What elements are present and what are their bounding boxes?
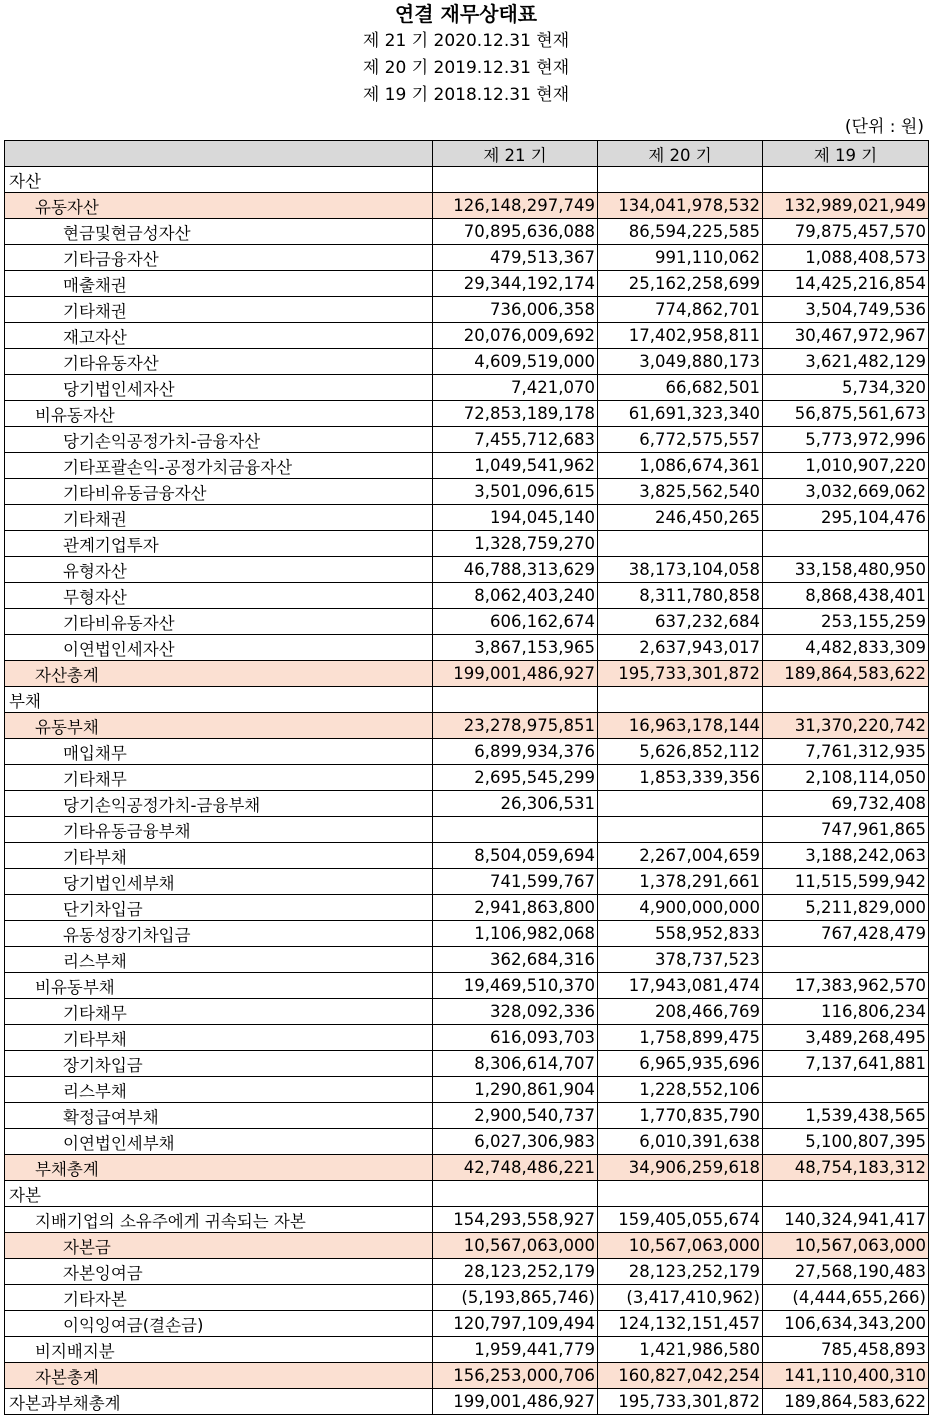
amount-cell: 199,001,486,927 bbox=[433, 661, 598, 687]
amount-cell: 17,943,081,474 bbox=[598, 973, 763, 999]
amount-cell: 736,006,358 bbox=[433, 297, 598, 323]
amount-cell: 3,867,153,965 bbox=[433, 635, 598, 661]
table-row bbox=[5, 921, 929, 947]
account-name: 이연법인세자산 bbox=[5, 635, 433, 661]
table-row bbox=[5, 661, 929, 687]
table-row bbox=[5, 713, 929, 739]
amount-cell: 17,383,962,570 bbox=[763, 973, 929, 999]
account-name: 기타유동금융부채 bbox=[5, 817, 433, 843]
account-name: 자본 bbox=[5, 1181, 433, 1207]
amount-cell: 2,108,114,050 bbox=[763, 765, 929, 791]
amount-cell: 10,567,063,000 bbox=[763, 1233, 929, 1259]
table-row bbox=[5, 947, 929, 973]
amount-cell: 479,513,367 bbox=[433, 245, 598, 271]
table-row bbox=[5, 297, 929, 323]
account-name: 기타부채 bbox=[5, 843, 433, 869]
amount-cell: 3,825,562,540 bbox=[598, 479, 763, 505]
amount-cell: 1,378,291,661 bbox=[598, 869, 763, 895]
amount-cell: 70,895,636,088 bbox=[433, 219, 598, 245]
account-name: 기타채권 bbox=[5, 505, 433, 531]
amount-cell: 3,501,096,615 bbox=[433, 479, 598, 505]
account-name: 당기손익공정가치-금융자산 bbox=[5, 427, 433, 453]
amount-cell: 741,599,767 bbox=[433, 869, 598, 895]
account-name: 자산총계 bbox=[5, 661, 433, 687]
amount-cell: 1,770,835,790 bbox=[598, 1103, 763, 1129]
table-row bbox=[5, 1181, 929, 1207]
amount-cell: 5,211,829,000 bbox=[763, 895, 929, 921]
amount-cell: 38,173,104,058 bbox=[598, 557, 763, 583]
amount-cell: 3,188,242,063 bbox=[763, 843, 929, 869]
table-row bbox=[5, 1363, 929, 1389]
amount-cell bbox=[763, 687, 929, 713]
amount-cell: 6,899,934,376 bbox=[433, 739, 598, 765]
table-row bbox=[5, 583, 929, 609]
table-row bbox=[5, 1337, 929, 1363]
table-row bbox=[5, 193, 929, 219]
amount-cell: 1,049,541,962 bbox=[433, 453, 598, 479]
amount-cell: 7,455,712,683 bbox=[433, 427, 598, 453]
table-row bbox=[5, 1025, 929, 1051]
table-row bbox=[5, 1051, 929, 1077]
column-header-period-21: 제 21 기 bbox=[433, 141, 598, 167]
amount-cell bbox=[598, 531, 763, 557]
amount-cell bbox=[598, 791, 763, 817]
amount-cell: 2,941,863,800 bbox=[433, 895, 598, 921]
table-row bbox=[5, 739, 929, 765]
amount-cell: 140,324,941,417 bbox=[763, 1207, 929, 1233]
amount-cell: 30,467,972,967 bbox=[763, 323, 929, 349]
table-row bbox=[5, 609, 929, 635]
table-row bbox=[5, 245, 929, 271]
amount-cell bbox=[433, 167, 598, 193]
amount-cell: 328,092,336 bbox=[433, 999, 598, 1025]
amount-cell: 86,594,225,585 bbox=[598, 219, 763, 245]
amount-cell: 116,806,234 bbox=[763, 999, 929, 1025]
account-name: 리스부채 bbox=[5, 947, 433, 973]
amount-cell: (3,417,410,962) bbox=[598, 1285, 763, 1311]
account-name: 비유동자산 bbox=[5, 401, 433, 427]
amount-cell: 1,328,759,270 bbox=[433, 531, 598, 557]
amount-cell bbox=[433, 817, 598, 843]
amount-cell: 6,965,935,696 bbox=[598, 1051, 763, 1077]
amount-cell: 1,088,408,573 bbox=[763, 245, 929, 271]
unit-label: (단위 : 원) bbox=[844, 117, 924, 137]
amount-cell: 34,906,259,618 bbox=[598, 1155, 763, 1181]
balance-sheet-table bbox=[4, 140, 929, 1415]
table-row bbox=[5, 453, 929, 479]
table-row bbox=[5, 1311, 929, 1337]
account-name: 자본과부채총계 bbox=[5, 1389, 433, 1415]
table-row bbox=[5, 323, 929, 349]
account-name: 기타비유동자산 bbox=[5, 609, 433, 635]
amount-cell: 28,123,252,179 bbox=[433, 1259, 598, 1285]
amount-cell: 8,504,059,694 bbox=[433, 843, 598, 869]
table-row bbox=[5, 427, 929, 453]
table-row bbox=[5, 1285, 929, 1311]
account-name: 이익잉여금(결손금) bbox=[5, 1311, 433, 1337]
account-name: 부채총계 bbox=[5, 1155, 433, 1181]
table-row bbox=[5, 1077, 929, 1103]
amount-cell: 4,482,833,309 bbox=[763, 635, 929, 661]
amount-cell: 156,253,000,706 bbox=[433, 1363, 598, 1389]
amount-cell bbox=[598, 817, 763, 843]
amount-cell: 3,489,268,495 bbox=[763, 1025, 929, 1051]
account-name: 유동성장기차입금 bbox=[5, 921, 433, 947]
account-name: 관계기업투자 bbox=[5, 531, 433, 557]
account-name: 비지배지분 bbox=[5, 1337, 433, 1363]
amount-cell: 8,868,438,401 bbox=[763, 583, 929, 609]
amount-cell: 295,104,476 bbox=[763, 505, 929, 531]
amount-cell: 774,862,701 bbox=[598, 297, 763, 323]
amount-cell: 31,370,220,742 bbox=[763, 713, 929, 739]
amount-cell: 72,853,189,178 bbox=[433, 401, 598, 427]
amount-cell: 747,961,865 bbox=[763, 817, 929, 843]
account-name: 무형자산 bbox=[5, 583, 433, 609]
amount-cell bbox=[763, 531, 929, 557]
table-row bbox=[5, 869, 929, 895]
amount-cell: 767,428,479 bbox=[763, 921, 929, 947]
amount-cell bbox=[433, 1181, 598, 1207]
table-row bbox=[5, 765, 929, 791]
amount-cell: 33,158,480,950 bbox=[763, 557, 929, 583]
table-row bbox=[5, 1103, 929, 1129]
amount-cell: 208,466,769 bbox=[598, 999, 763, 1025]
amount-cell: 134,041,978,532 bbox=[598, 193, 763, 219]
table-row bbox=[5, 505, 929, 531]
account-name: 기타채무 bbox=[5, 999, 433, 1025]
amount-cell: (4,444,655,266) bbox=[763, 1285, 929, 1311]
account-name: 부채 bbox=[5, 687, 433, 713]
amount-cell bbox=[763, 167, 929, 193]
account-name: 자본잉여금 bbox=[5, 1259, 433, 1285]
amount-cell: 3,049,880,173 bbox=[598, 349, 763, 375]
account-name: 자본총계 bbox=[5, 1363, 433, 1389]
amount-cell: 606,162,674 bbox=[433, 609, 598, 635]
account-name: 자본금 bbox=[5, 1233, 433, 1259]
amount-cell bbox=[763, 947, 929, 973]
amount-cell bbox=[763, 1077, 929, 1103]
column-header-period-20: 제 20 기 bbox=[598, 141, 763, 167]
amount-cell: 66,682,501 bbox=[598, 375, 763, 401]
amount-cell: 124,132,151,457 bbox=[598, 1311, 763, 1337]
account-name: 이연법인세부채 bbox=[5, 1129, 433, 1155]
account-name: 당기손익공정가치-금융부채 bbox=[5, 791, 433, 817]
amount-cell bbox=[763, 1181, 929, 1207]
amount-cell: 2,637,943,017 bbox=[598, 635, 763, 661]
table-row bbox=[5, 1259, 929, 1285]
amount-cell: 991,110,062 bbox=[598, 245, 763, 271]
account-name: 기타부채 bbox=[5, 1025, 433, 1051]
amount-cell: 69,732,408 bbox=[763, 791, 929, 817]
table-row bbox=[5, 999, 929, 1025]
amount-cell: 785,458,893 bbox=[763, 1337, 929, 1363]
account-name: 기타비유동금융자산 bbox=[5, 479, 433, 505]
amount-cell: 10,567,063,000 bbox=[598, 1233, 763, 1259]
amount-cell: 23,278,975,851 bbox=[433, 713, 598, 739]
amount-cell: 106,634,343,200 bbox=[763, 1311, 929, 1337]
table-row bbox=[5, 271, 929, 297]
amount-cell: 5,773,972,996 bbox=[763, 427, 929, 453]
report-title: 연결 재무상태표 bbox=[394, 2, 538, 26]
table-row bbox=[5, 687, 929, 713]
account-name: 당기법인세자산 bbox=[5, 375, 433, 401]
account-name: 기타자본 bbox=[5, 1285, 433, 1311]
amount-cell: 4,609,519,000 bbox=[433, 349, 598, 375]
account-name: 당기법인세부채 bbox=[5, 869, 433, 895]
amount-cell: 10,567,063,000 bbox=[433, 1233, 598, 1259]
amount-cell: 19,469,510,370 bbox=[433, 973, 598, 999]
amount-cell: 6,772,575,557 bbox=[598, 427, 763, 453]
amount-cell: 189,864,583,622 bbox=[763, 1389, 929, 1415]
table-row bbox=[5, 817, 929, 843]
account-name: 재고자산 bbox=[5, 323, 433, 349]
amount-cell: 2,900,540,737 bbox=[433, 1103, 598, 1129]
amount-cell: 1,010,907,220 bbox=[763, 453, 929, 479]
amount-cell: 17,402,958,811 bbox=[598, 323, 763, 349]
amount-cell: 16,963,178,144 bbox=[598, 713, 763, 739]
amount-cell: 1,086,674,361 bbox=[598, 453, 763, 479]
account-name: 단기차입금 bbox=[5, 895, 433, 921]
amount-cell: 195,733,301,872 bbox=[598, 661, 763, 687]
amount-cell: 132,989,021,949 bbox=[763, 193, 929, 219]
account-name: 지배기업의 소유주에게 귀속되는 자본 bbox=[5, 1207, 433, 1233]
amount-cell: 5,100,807,395 bbox=[763, 1129, 929, 1155]
account-name: 비유동부채 bbox=[5, 973, 433, 999]
amount-cell: 8,306,614,707 bbox=[433, 1051, 598, 1077]
amount-cell: 7,761,312,935 bbox=[763, 739, 929, 765]
table-row bbox=[5, 1233, 929, 1259]
table-row bbox=[5, 973, 929, 999]
amount-cell: 6,027,306,983 bbox=[433, 1129, 598, 1155]
amount-cell: 28,123,252,179 bbox=[598, 1259, 763, 1285]
amount-cell: 1,758,899,475 bbox=[598, 1025, 763, 1051]
amount-cell: 362,684,316 bbox=[433, 947, 598, 973]
amount-cell: 27,568,190,483 bbox=[763, 1259, 929, 1285]
amount-cell: 20,076,009,692 bbox=[433, 323, 598, 349]
account-name: 리스부채 bbox=[5, 1077, 433, 1103]
amount-cell bbox=[433, 687, 598, 713]
account-name: 매출채권 bbox=[5, 271, 433, 297]
amount-cell: 11,515,599,942 bbox=[763, 869, 929, 895]
table-row bbox=[5, 1129, 929, 1155]
amount-cell: 2,267,004,659 bbox=[598, 843, 763, 869]
account-name: 유동자산 bbox=[5, 193, 433, 219]
amount-cell: 79,875,457,570 bbox=[763, 219, 929, 245]
table-row bbox=[5, 401, 929, 427]
amount-cell: 616,093,703 bbox=[433, 1025, 598, 1051]
table-row bbox=[5, 557, 929, 583]
amount-cell: 56,875,561,673 bbox=[763, 401, 929, 427]
amount-cell: 189,864,583,622 bbox=[763, 661, 929, 687]
amount-cell: 637,232,684 bbox=[598, 609, 763, 635]
table-row bbox=[5, 1389, 929, 1415]
table-row bbox=[5, 1207, 929, 1233]
table-row bbox=[5, 349, 929, 375]
account-name: 자산 bbox=[5, 167, 433, 193]
table-row bbox=[5, 531, 929, 557]
account-name: 유형자산 bbox=[5, 557, 433, 583]
amount-cell: 1,228,552,106 bbox=[598, 1077, 763, 1103]
table-row bbox=[5, 791, 929, 817]
table-row bbox=[5, 1155, 929, 1181]
column-header-period-19: 제 19 기 bbox=[763, 141, 929, 167]
amount-cell: 195,733,301,872 bbox=[598, 1389, 763, 1415]
amount-cell: 246,450,265 bbox=[598, 505, 763, 531]
table-row bbox=[5, 167, 929, 193]
amount-cell: 120,797,109,494 bbox=[433, 1311, 598, 1337]
amount-cell: 2,695,545,299 bbox=[433, 765, 598, 791]
amount-cell: 46,788,313,629 bbox=[433, 557, 598, 583]
amount-cell: 4,900,000,000 bbox=[598, 895, 763, 921]
amount-cell: 5,734,320 bbox=[763, 375, 929, 401]
amount-cell: 558,952,833 bbox=[598, 921, 763, 947]
amount-cell: 25,162,258,699 bbox=[598, 271, 763, 297]
amount-cell: 1,421,986,580 bbox=[598, 1337, 763, 1363]
amount-cell: 141,110,400,310 bbox=[763, 1363, 929, 1389]
amount-cell: 154,293,558,927 bbox=[433, 1207, 598, 1233]
amount-cell: 159,405,055,674 bbox=[598, 1207, 763, 1233]
amount-cell: 1,290,861,904 bbox=[433, 1077, 598, 1103]
amount-cell: 5,626,852,112 bbox=[598, 739, 763, 765]
period-line: 제 21 기 2020.12.31 현재 bbox=[362, 31, 570, 51]
account-name: 장기차입금 bbox=[5, 1051, 433, 1077]
amount-cell bbox=[598, 687, 763, 713]
column-header-account bbox=[5, 141, 433, 167]
amount-cell bbox=[598, 1181, 763, 1207]
amount-cell bbox=[598, 167, 763, 193]
amount-cell: 42,748,486,221 bbox=[433, 1155, 598, 1181]
amount-cell: 3,504,749,536 bbox=[763, 297, 929, 323]
amount-cell: 1,539,438,565 bbox=[763, 1103, 929, 1129]
amount-cell: 7,137,641,881 bbox=[763, 1051, 929, 1077]
report-header bbox=[0, 0, 932, 109]
amount-cell: 194,045,140 bbox=[433, 505, 598, 531]
account-name: 유동부채 bbox=[5, 713, 433, 739]
account-name: 확정급여부채 bbox=[5, 1103, 433, 1129]
period-line: 제 19 기 2018.12.31 현재 bbox=[362, 85, 570, 105]
account-name: 기타채무 bbox=[5, 765, 433, 791]
amount-cell: (5,193,865,746) bbox=[433, 1285, 598, 1311]
amount-cell: 199,001,486,927 bbox=[433, 1389, 598, 1415]
amount-cell: 253,155,259 bbox=[763, 609, 929, 635]
table-row bbox=[5, 375, 929, 401]
account-name: 매입채무 bbox=[5, 739, 433, 765]
amount-cell: 3,032,669,062 bbox=[763, 479, 929, 505]
amount-cell: 26,306,531 bbox=[433, 791, 598, 817]
table-row bbox=[5, 895, 929, 921]
amount-cell: 1,853,339,356 bbox=[598, 765, 763, 791]
amount-cell: 14,425,216,854 bbox=[763, 271, 929, 297]
account-name: 기타금융자산 bbox=[5, 245, 433, 271]
amount-cell: 1,106,982,068 bbox=[433, 921, 598, 947]
amount-cell: 8,311,780,858 bbox=[598, 583, 763, 609]
table-row bbox=[5, 219, 929, 245]
amount-cell: 160,827,042,254 bbox=[598, 1363, 763, 1389]
amount-cell: 1,959,441,779 bbox=[433, 1337, 598, 1363]
amount-cell: 8,062,403,240 bbox=[433, 583, 598, 609]
table-row bbox=[5, 843, 929, 869]
period-line: 제 20 기 2019.12.31 현재 bbox=[362, 58, 570, 78]
table-body bbox=[5, 167, 929, 1415]
table-row bbox=[5, 479, 929, 505]
amount-cell: 61,691,323,340 bbox=[598, 401, 763, 427]
table-header-row bbox=[5, 141, 929, 167]
amount-cell: 6,010,391,638 bbox=[598, 1129, 763, 1155]
amount-cell: 378,737,523 bbox=[598, 947, 763, 973]
amount-cell: 7,421,070 bbox=[433, 375, 598, 401]
table-row bbox=[5, 635, 929, 661]
amount-cell: 48,754,183,312 bbox=[763, 1155, 929, 1181]
account-name: 기타포괄손익-공정가치금융자산 bbox=[5, 453, 433, 479]
amount-cell: 29,344,192,174 bbox=[433, 271, 598, 297]
amount-cell: 126,148,297,749 bbox=[433, 193, 598, 219]
account-name: 기타유동자산 bbox=[5, 349, 433, 375]
account-name: 현금및현금성자산 bbox=[5, 219, 433, 245]
amount-cell: 3,621,482,129 bbox=[763, 349, 929, 375]
account-name: 기타채권 bbox=[5, 297, 433, 323]
